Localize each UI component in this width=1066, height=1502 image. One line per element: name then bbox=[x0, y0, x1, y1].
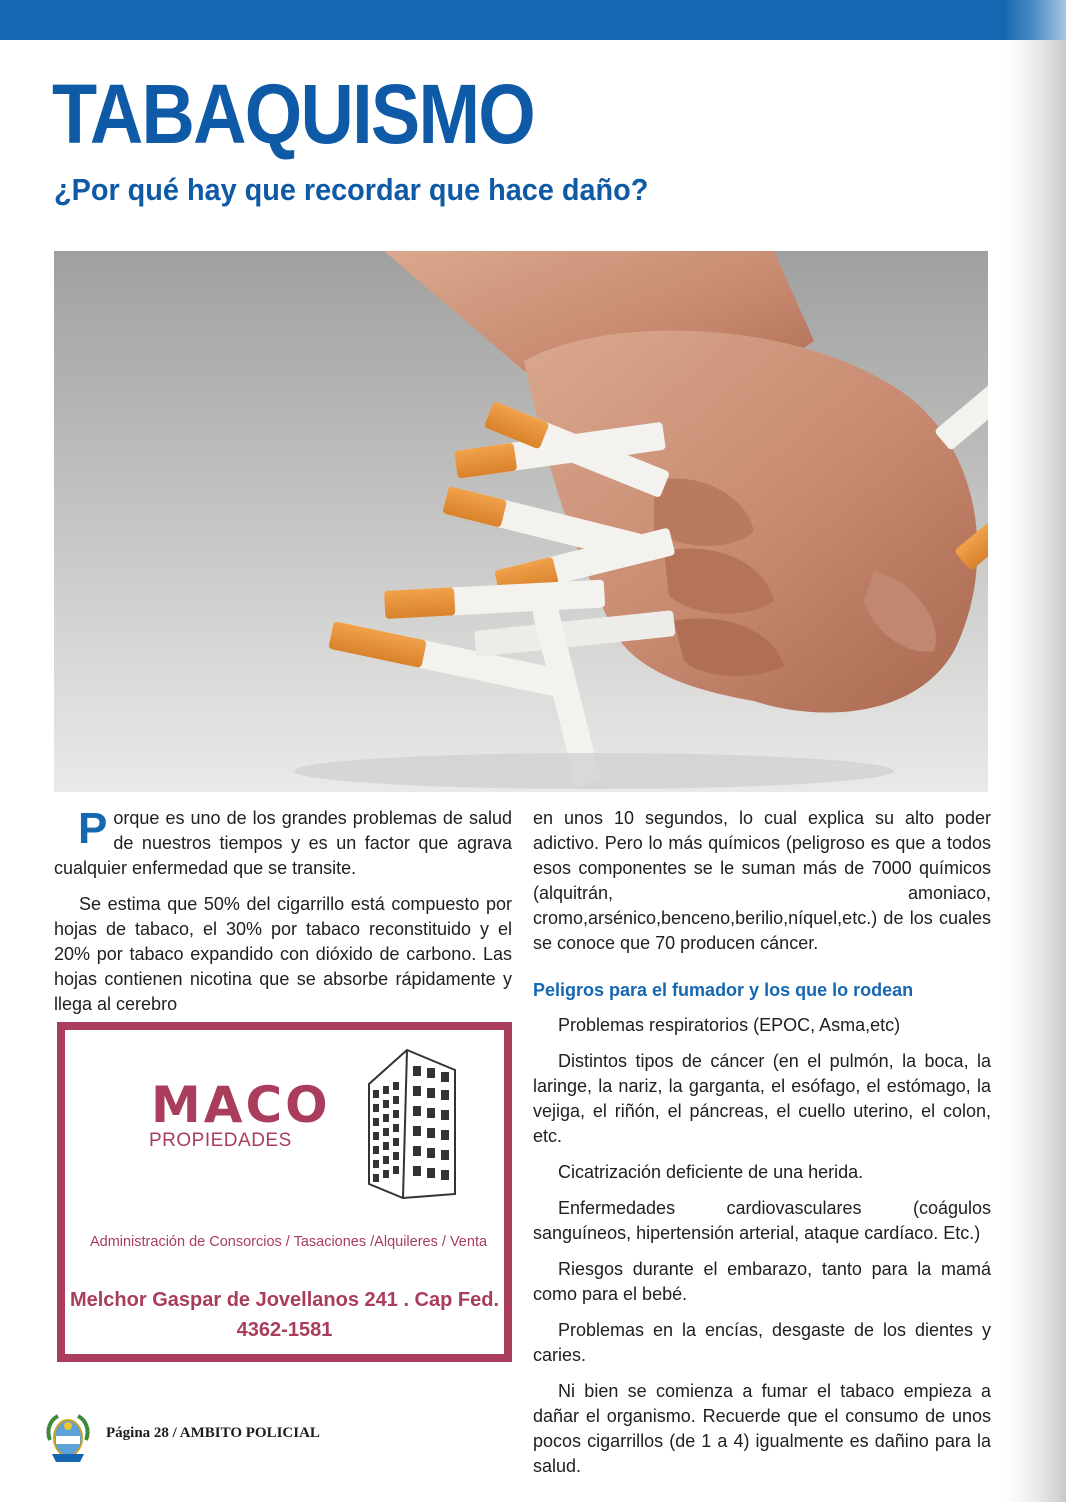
article-column-left bbox=[54, 806, 512, 1028]
ad-phone: 4362-1581 bbox=[236, 1319, 333, 1341]
article-photo bbox=[54, 251, 988, 792]
top-color-bar bbox=[0, 0, 1066, 40]
section-heading-dangers: Peligros para el fumador y los que lo rodean bbox=[533, 980, 914, 1000]
maco-advertisement bbox=[57, 1022, 512, 1362]
page-edge-shadow bbox=[1004, 0, 1066, 1502]
ad-services-text: Administración de Consorcios / Tasaciones /Alquileres / Venta bbox=[89, 1234, 488, 1250]
paragraph-nicotine-part1: Se estima que 50% del cigarrillo está compuesto por hojas de tabaco, el 30% por tabaco reconstituido y el 20% por tabaco expandido con dióxido de carbono. Las hojas contienen nicotina que se absorbe rápidamente y llega al cerebro bbox=[54, 894, 512, 1014]
article-title: TABAQUISMO bbox=[52, 67, 535, 161]
ad-brand-logo: MACO bbox=[151, 1076, 331, 1134]
danger-item: Problemas en la encías, desgaste de los dientes y caries. bbox=[533, 1320, 991, 1365]
danger-item: Distintos tipos de cáncer (en el pulmón, la boca, la laringe, la nariz, la garganta, el esófago, el estómago, la vejiga, el riñón, el páncreas, el cuello uterino, el colon, etc. bbox=[533, 1051, 991, 1146]
intro-text: orque es uno de los grandes problemas de salud de nuestros tiempos y es un factor que agrava cualquier enfermedad que se transite. bbox=[54, 808, 512, 878]
ad-address: Melchor Gaspar de Jovellanos 241 . Cap Fed. bbox=[69, 1289, 500, 1311]
building-icon bbox=[363, 1044, 459, 1200]
top-color-bar-edge bbox=[1004, 0, 1066, 40]
intro-paragraph bbox=[54, 806, 512, 881]
drop-cap: P bbox=[78, 804, 108, 853]
paragraph-nicotine-part2: en unos 10 segundos, lo cual explica su alto poder adictivo. Pero lo más químicos (peligroso es que a todos esos componentes se le suman más de 7000 químicos (alquitrán, amoniaco, cromo,arsénico,benceno,berilio,níquel,etc.) de los cuales se conoce que 70 producen cáncer. bbox=[533, 808, 991, 953]
hand-crushing-cigarettes-icon bbox=[54, 251, 988, 792]
ad-brand-subtitle: PROPIEDADES bbox=[149, 1130, 292, 1151]
article-column-right bbox=[533, 806, 991, 1490]
police-emblem-icon bbox=[44, 1410, 92, 1466]
footer-page-label: Página 28 / AMBITO POLICIAL bbox=[106, 1425, 320, 1441]
danger-item: Problemas respiratorios (EPOC, Asma,etc) bbox=[558, 1015, 901, 1035]
closing-paragraph: Ni bien se comienza a fumar el tabaco empieza a dañar el organismo. Recuerde que el consumo de unos pocos cigarrillos (de 1 a 4) igualmente es dañino para la salud. bbox=[533, 1381, 991, 1476]
article-subtitle: ¿Por qué hay que recordar que hace daño? bbox=[54, 172, 649, 207]
danger-item: Enfermedades cardiovasculares (coágulos sanguíneos, hipertensión arterial, ataque cardíaco. Etc.) bbox=[533, 1198, 991, 1243]
danger-item: Riesgos durante el embarazo, tanto para la mamá como para el bebé. bbox=[533, 1259, 991, 1304]
danger-item: Cicatrización deficiente de una herida. bbox=[558, 1162, 864, 1182]
